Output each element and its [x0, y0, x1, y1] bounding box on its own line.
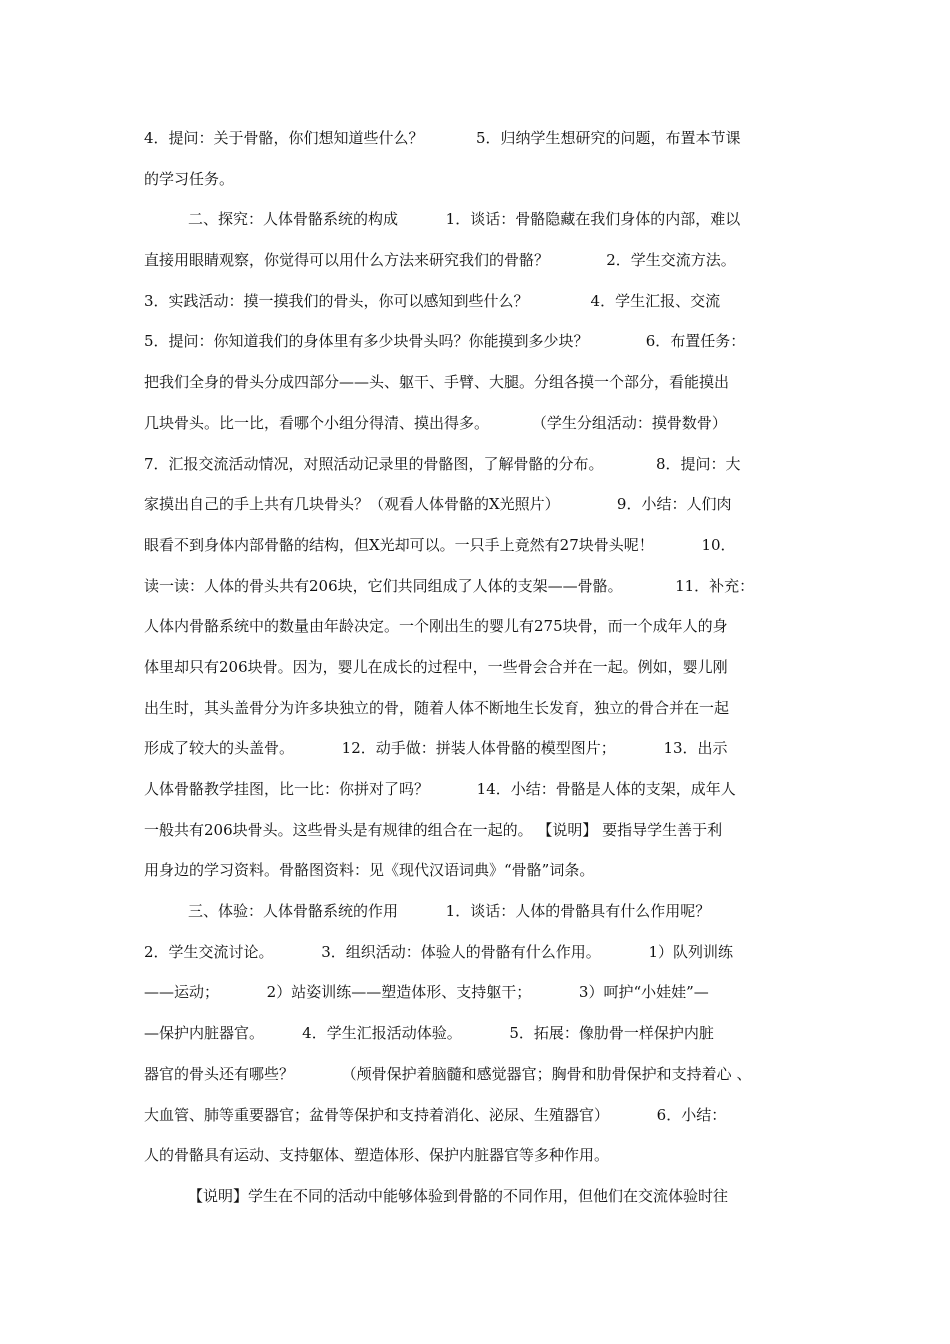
- text-line: 直接用眼睛观察，你觉得可以用什么方法来研究我们的骨骼？ 2．学生交流方法。: [144, 251, 736, 270]
- text-line: 大血管、肺等重要器官；盆骨等保护和支持着消化、泌尿、生殖器官） 6．小结：: [144, 1105, 727, 1124]
- note-line: 【说明】学生在不同的活动中能够体验到骨骼的不同作用，但他们在交流体验时往: [188, 1186, 729, 1205]
- text-line: 人的骨骼具有运动、支持躯体、塑造体形、保护内脏器官等多种作用。: [144, 1146, 610, 1165]
- text-line: 体里却只有206块骨。因为，婴儿在成长的过程中，一些骨会合并在一起。例如，婴儿刚: [144, 657, 728, 676]
- document-body: [144, 118, 812, 1217]
- text-line: 一般共有206块骨头。这些骨头是有规律的组合在一起的。 【说明】 要指导学生善于利: [144, 820, 723, 839]
- text-line: —保护内脏器官。 4．学生汇报活动体验。 5．拓展：像肋骨一样保护内脏: [144, 1024, 714, 1043]
- text-line: 人体骨骼教学挂图，比一比：你拼对了吗？ 14．小结：骨骼是人体的支架，成年人: [144, 780, 736, 798]
- text-line: 家摸出自己的手上共有几块骨头？（观看人体骨骼的X光照片） 9．小结：人们肉: [144, 495, 732, 514]
- section-heading-line: 二、探究：人体骨骼系统的构成 1．谈话：骨骼隐藏在我们身体的内部，难以: [188, 210, 741, 229]
- text-line: 几块骨头。比一比，看哪个小组分得清、摸出得多。 （学生分组活动：摸骨数骨）: [144, 413, 727, 432]
- text-line: 7．汇报交流活动情况，对照活动记录里的骨骼图，了解骨骼的分布。 8．提问：大: [144, 454, 741, 473]
- text-line: 出生时，其头盖骨分为许多块独立的骨，随着人体不断地生长发育，独立的骨合并在一起: [144, 698, 730, 717]
- text-line: 眼看不到身体内部骨骼的结构，但X光却可以。一只手上竟然有27块骨头呢！ 10．: [144, 535, 736, 554]
- text-line: 4．提问：关于骨骼，你们想知道些什么？ 5．归纳学生想研究的问题，布置本节课: [144, 129, 741, 147]
- text-line: 读一读：人体的骨头共有206块，它们共同组成了人体的支架——骨骼。 11．补充：: [144, 576, 755, 595]
- text-line: 3．实践活动：摸一摸我们的骨头，你可以感知到些什么？ 4．学生汇报、交流: [144, 291, 721, 310]
- text-line: 形成了较大的头盖骨。 12．动手做：拼装人体骨骼的模型图片； 13．出示: [144, 739, 728, 758]
- text-line: 器官的骨头还有哪些？ （颅骨保护着脑髓和感觉器官；胸骨和肋骨保护和支持着心 、: [144, 1064, 752, 1083]
- section-heading-line: 三、体验：人体骨骼系统的作用 1．谈话：人体的骨骼具有什么作用呢？: [188, 902, 711, 921]
- text-line: 人体内骨骼系统中的数量由年龄决定。一个刚出生的婴儿有275块骨，而一个成年人的身: [144, 617, 728, 636]
- text-line: ——运动； 2）站姿训练——塑造体形、支持躯干； 3）呵护“小娃娃”—: [144, 983, 709, 1002]
- text-line: 5．提问：你知道我们的身体里有多少块骨头吗？你能摸到多少块？ 6．布置任务：: [144, 332, 746, 351]
- text-line: 用身边的学习资料。骨骼图资料：见《现代汉语词典》“骨骼”词条。: [144, 861, 595, 880]
- text-line: 把我们全身的骨头分成四部分——头、躯干、手臂、大腿。分组各摸一个部分，看能摸出: [144, 373, 730, 392]
- text-line: 的学习任务。: [144, 169, 235, 188]
- text-line: 2．学生交流讨论。 3．组织活动：体验人的骨骼有什么作用。 1）队列训练: [144, 942, 733, 961]
